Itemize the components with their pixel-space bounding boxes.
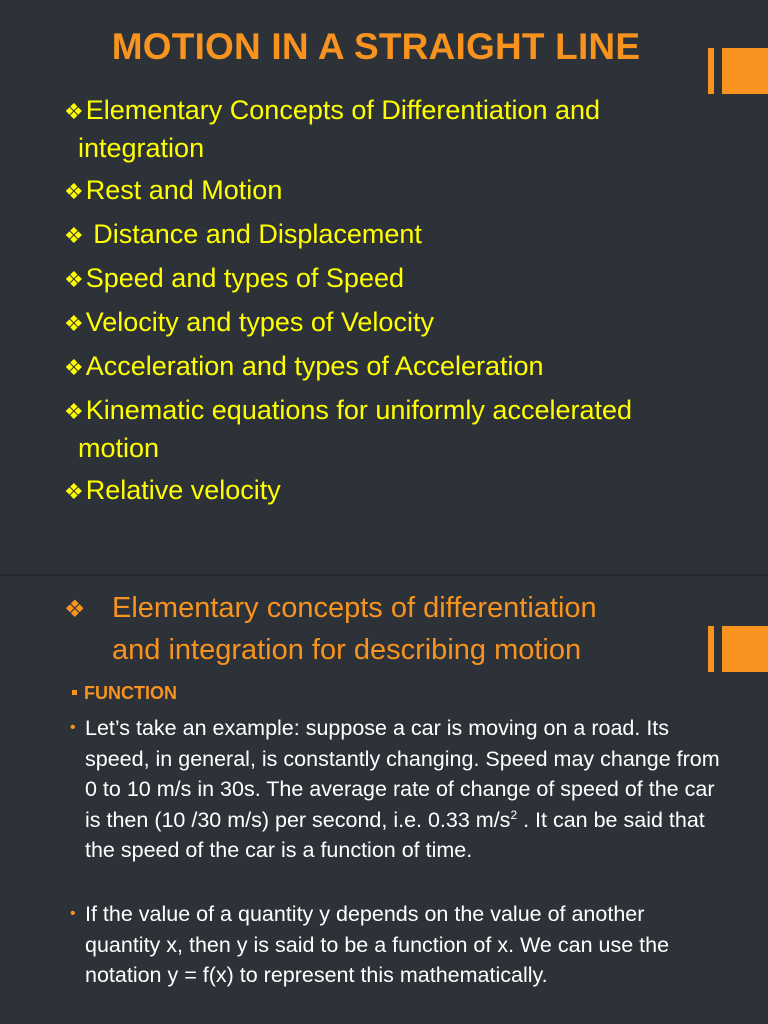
list-item: ❖Rest and Motion — [64, 175, 283, 205]
list-item: ❖Acceleration and types of Acceleration — [64, 351, 544, 381]
diamond-cluster-icon: ❖ — [64, 311, 84, 336]
square-bullet-icon — [72, 690, 77, 695]
paragraph-definition: • If the value of a quantity y depends on the value of another quantity x, then y is said to be a function of x. We can use the notation y = f(x) to represent this mathematically. — [70, 899, 720, 991]
diamond-cluster-icon: ❖ — [64, 99, 84, 124]
accent-bars-icon — [708, 626, 768, 672]
bullet-dot-icon: • — [70, 905, 76, 922]
list-item: ❖Kinematic equations for uniformly accelerated motion — [64, 395, 633, 463]
diamond-cluster-icon: ❖ — [64, 596, 86, 623]
list-item: ❖Velocity and types of Velocity — [64, 307, 434, 337]
topic-list — [64, 92, 704, 516]
diamond-cluster-icon: ❖ — [64, 479, 84, 504]
list-item: ❖Speed and types of Speed — [64, 263, 404, 293]
list-item: ❖Elementary Concepts of Differentiation and integration — [64, 95, 601, 163]
list-item: ❖Relative velocity — [64, 475, 281, 505]
section-label: FUNCTION — [72, 683, 177, 704]
bullet-dot-icon: • — [70, 719, 76, 736]
accent-bars-icon — [708, 48, 768, 94]
diamond-cluster-icon: ❖ — [64, 223, 84, 248]
slide-1-title: MOTION IN A STRAIGHT LINE — [111, 26, 641, 67]
diamond-cluster-icon: ❖ — [64, 179, 84, 204]
paragraph-example: • Let’s take an example: suppose a car is moving on a road. Its speed, in general, is constantly changing. Speed may change from 0 to 10 m/s in 30s. The average rate of change of speed of the car is then (10 /30 m/s) per second, i.e. 0.33 $m/s^2$ . It can be said that the speed of the car is a function of time. — [70, 713, 720, 866]
list-item: ❖ Distance and Displacement — [64, 219, 422, 249]
diamond-cluster-icon: ❖ — [64, 267, 84, 292]
diamond-cluster-icon: ❖ — [64, 399, 84, 424]
diamond-cluster-icon: ❖ — [64, 355, 84, 380]
slide-2-title: ❖ Elementary concepts of differentiation and integration for describing motion — [64, 592, 597, 666]
